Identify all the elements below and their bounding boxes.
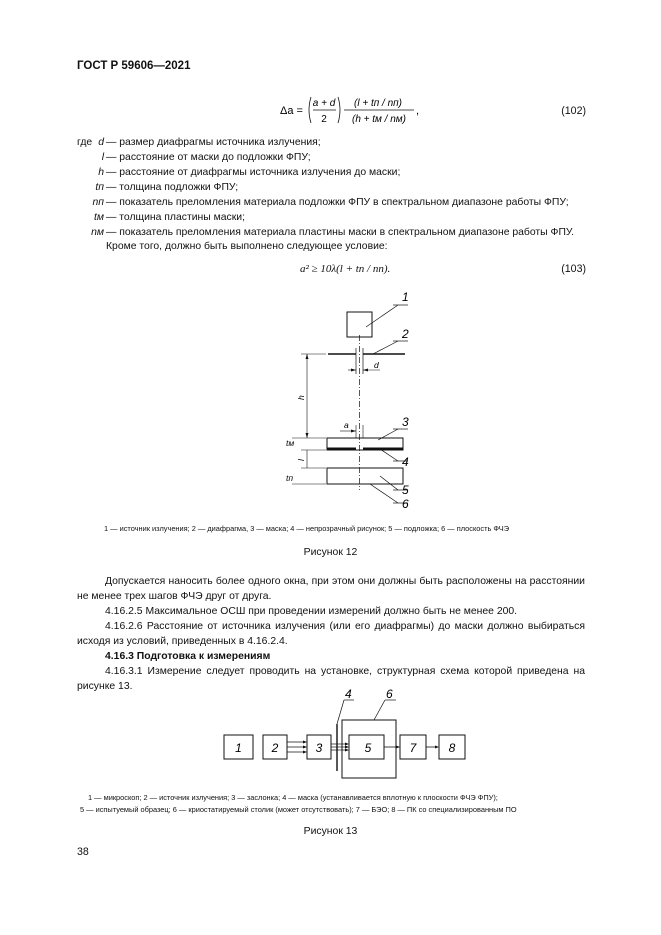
fig13-callout-6: 6 [386, 688, 393, 701]
fig13-block-5: 5 [364, 741, 372, 755]
eq102-frac1-num: a + d [312, 98, 336, 109]
paragraph-4-16-2-5: 4.16.2.5 Максимальное ОСШ при проведении измерений должно быть не менее 200. [105, 606, 518, 617]
fig12-label-2: 2 [402, 327, 409, 341]
equation-103: a² ≥ 10λ(l + tп / nп). [300, 263, 391, 275]
fig12-label-5: 5 [402, 483, 409, 497]
def-item: tп — толщина подложки ФПУ; [95, 182, 239, 193]
def-symbol: h [98, 167, 104, 178]
def-symbol: tп [95, 182, 104, 193]
fig13-block-7: 7 [409, 741, 417, 755]
figure-13-title: Рисунок 13 [303, 826, 358, 837]
paragraph-4-16-3-1: 4.16.3.1 Измерение следует проводить на установке, структурная схема которой приведена на рисунке 13. [77, 666, 585, 692]
figure-13-diagram [220, 688, 480, 788]
page-number: 38 [77, 846, 89, 858]
fig12-dim-h: h [296, 395, 306, 400]
fig12-dim-l: l [296, 459, 306, 461]
def-item: d — размер диафрагмы источника излучения; [98, 137, 321, 148]
fig12-dim-a: a [344, 420, 349, 430]
eq102-paren-close [338, 97, 340, 123]
fig12-dim-tp: tп [286, 473, 294, 483]
def-item: l — расстояние от маски до подложки ФПУ; [101, 152, 311, 163]
figure-12-diagram [270, 285, 430, 515]
eq102-frac2-den: (h + tм / nм) [351, 114, 407, 125]
def-symbol: nп [92, 197, 104, 208]
eq102-paren-open [309, 97, 311, 123]
def-symbol: tм [93, 212, 104, 223]
fig12-dim-d: d [374, 360, 379, 370]
eq102-frac2-num: (l + tп / nп) [354, 98, 402, 109]
equation-103-number: (103) [561, 263, 586, 275]
equation-102-number: (102) [561, 105, 586, 117]
figure-13-caption-line-1: 1 — микроскоп; 2 — источник излучения; 3 — заслонка; 4 — маска (устанавливается вплотную к плоскости ФЧЭ ФПУ); [88, 793, 498, 802]
eq102-frac1-den: 2 [321, 114, 327, 125]
fig13-block-1: 1 [235, 741, 242, 755]
def-item: h — расстояние от диафрагмы источника излучения до маски; [98, 167, 401, 178]
fig12-label-4: 4 [402, 455, 409, 469]
substrate [327, 468, 403, 484]
section-heading-4-16-3: 4.16.3 Подготовка к измерениям [105, 651, 271, 662]
paragraph-4-16-2-6: 4.16.2.6 Расстояние от источника излучения (или его диафрагмы) до маски должно выбираться исходя из условий, приведенных в 4.16.2.4. [77, 621, 585, 647]
fig13-callout-4: 4 [345, 688, 352, 701]
figure-12-caption: 1 — источник излучения; 2 — диафрагма, 3 — маска; 4 — непрозрачный рисунок; 5 — подложка; 6 — плоскость ФЧЭ [104, 524, 510, 533]
fig13-block-2: 2 [271, 741, 279, 755]
fig12-label-1: 1 [402, 290, 409, 304]
def-item: nп — показатель преломления материала подложки ФПУ в спектральном диапазоне работы ФПУ; [92, 197, 569, 208]
eq102-lhs: Δa = [280, 105, 303, 117]
fig12-label-3: 3 [402, 415, 409, 429]
standard-header: ГОСТ Р 59606—2021 [77, 60, 191, 72]
fig13-block-3: 3 [315, 741, 323, 755]
condition-intro: Кроме того, должно быть выполнено следующее условие: [106, 241, 388, 252]
defs-intro: где [77, 137, 93, 148]
def-symbol: l [101, 152, 104, 163]
def-symbol: d [98, 137, 104, 148]
figure-12-title: Рисунок 12 [303, 547, 358, 558]
figure-13-caption-line-2: 5 — испытуемый образец; 6 — криостатируемый столик (может отсутствовать); 7 — БЭО; 8 — ПК со специализированным ПО [80, 805, 517, 814]
svg-text:,: , [416, 105, 420, 117]
paragraph-windows: Допускается наносить более одного окна, при этом они должны быть расположены на расстоянии не менее трех шагов ФЧЭ друг от друга. [77, 576, 585, 602]
source-box [347, 312, 372, 337]
fig12-label-6: 6 [402, 497, 409, 511]
fig13-block-8: 8 [448, 741, 456, 755]
def-symbol: nм [91, 227, 104, 238]
def-item: tм — толщина пластины маски; [93, 212, 245, 223]
def-item: nм — показатель преломления материала пластины маски в спектральном диапазоне работы ФПУ. [91, 227, 575, 238]
equation-102-graphic [280, 92, 440, 128]
fig12-dim-tm: tм [286, 438, 295, 448]
